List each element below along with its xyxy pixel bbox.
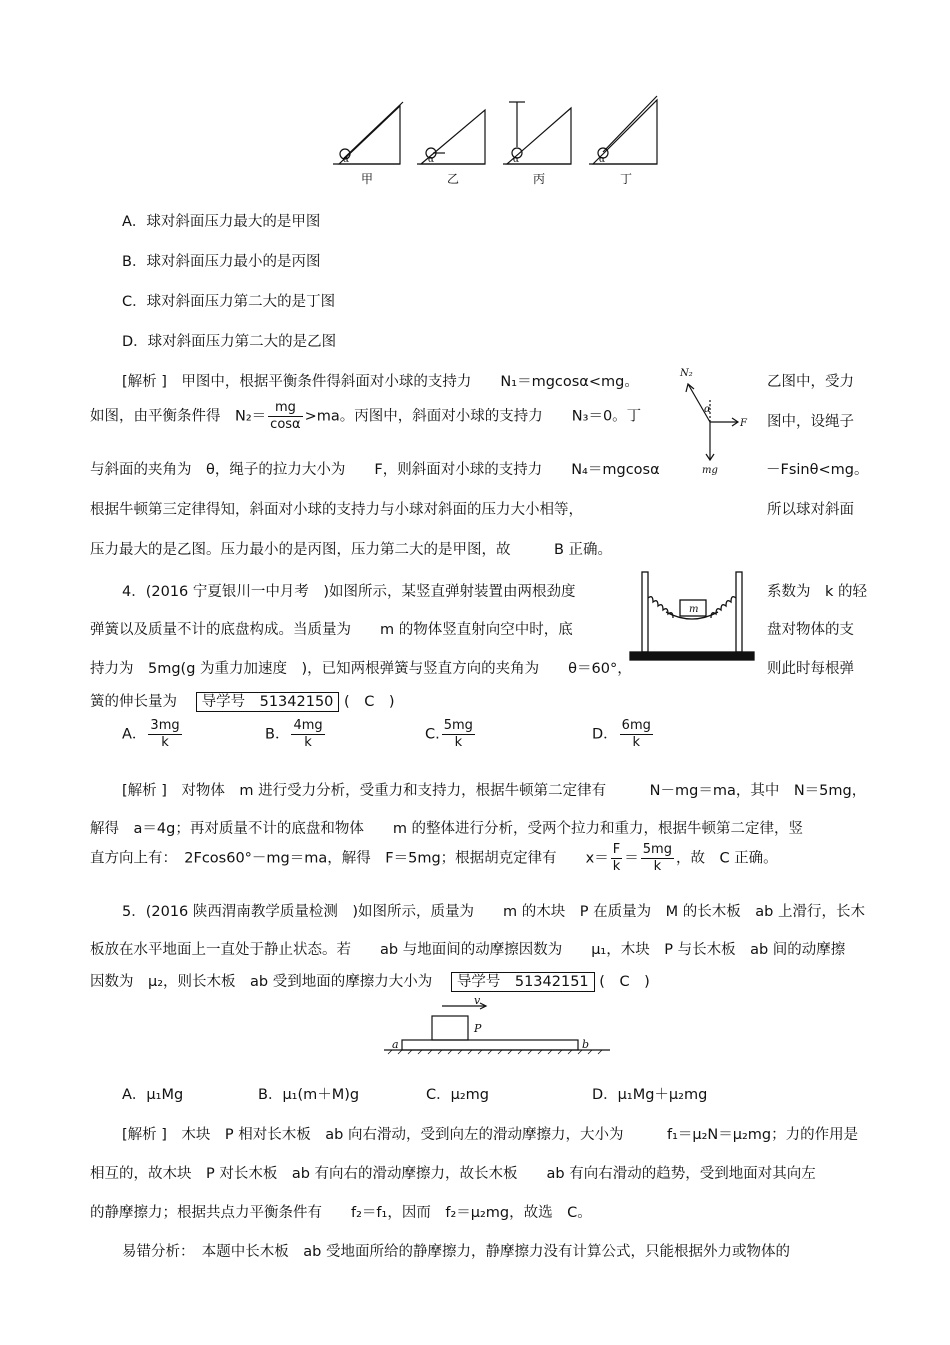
label-a: a bbox=[392, 1038, 399, 1051]
q4-line: 则此时每根弹 bbox=[767, 661, 854, 677]
q5-line: 因数为 μ₂，则长木板 ab 受到地面的摩擦力大小为 导学号 51342151 ( C ) bbox=[90, 974, 650, 990]
q4-option-a: A． $\frac{3mg}{k}$ bbox=[122, 718, 180, 750]
analysis-line: 所以球对斜面 bbox=[767, 502, 854, 518]
q5-line: 5．(2016 陕西渭南教学质量检测 )如图所示，质量为 m 的木块 P 在质量为 M 的长木板 ab 上滑行，长木 bbox=[122, 904, 865, 920]
q5-option-b: B．μ₁(m＋M)g bbox=[258, 1087, 360, 1103]
q4-line: 簧的伸长量为 导学号 51342150 ( C ) bbox=[90, 694, 395, 710]
q4-option-d: D． $\frac{6mg}{k}$ bbox=[592, 718, 651, 750]
label-alpha: α bbox=[704, 404, 711, 415]
fig-label-ding: 丁 bbox=[620, 172, 633, 186]
force-diagram bbox=[676, 362, 756, 477]
guide-number-box: 导学号 51342151 bbox=[451, 972, 595, 992]
analysis-line: 根据牛顿第三定律得知，斜面对小球的支持力与小球对斜面的压力大小相等， bbox=[90, 502, 583, 518]
analysis-line: 的静摩擦力；根据共点力平衡条件有 f₂＝f₁，因而 f₂＝μ₂mg，故选 C。 bbox=[90, 1205, 592, 1221]
spring-launcher-figure bbox=[628, 570, 756, 665]
alpha-label: α bbox=[343, 155, 350, 165]
option-c: C．球对斜面压力第二大的是丁图 bbox=[122, 294, 336, 310]
label-b: b bbox=[582, 1038, 590, 1051]
q4-line: 持力为 5mg(g 为重力加速度 )，已知两根弹簧与竖直方向的夹角为 θ＝60°， bbox=[90, 661, 632, 677]
q5-option-c: C．μ₂mg bbox=[426, 1087, 489, 1103]
label-n2: N₂ bbox=[680, 368, 693, 379]
fig-label-yi: 乙 bbox=[447, 172, 460, 186]
q5-option-d: D．μ₁Mg＋μ₂mg bbox=[592, 1087, 708, 1103]
q4-line: 系数为 k 的轻 bbox=[767, 584, 868, 600]
fraction-n2: $\frac{mg}{\cos\alpha}$ bbox=[270, 400, 301, 432]
analysis-line: [解析 ] 木块 P 相对长木板 ab 向右滑动，受到向左的滑动摩擦力，大小为 f₁＝μ₂N＝μ₂mg；力的作用是 bbox=[122, 1127, 859, 1143]
analysis-line: 与斜面的夹角为 θ，绳子的拉力大小为 F，则斜面对小球的支持力 N₄＝mgcosα bbox=[90, 462, 660, 478]
q5-line: 板放在水平地面上一直处于静止状态。若 ab 与地面间的动摩擦因数为 μ₁，木块 P 与长木板 ab 间的动摩擦 bbox=[90, 942, 846, 958]
q4-line: 4．(2016 宁夏银川一中月考 )如图所示，某竖直弹射装置由两根劲度 bbox=[122, 584, 576, 600]
analysis-line: [解析 ] 对物体 m 进行受力分析，受重力和支持力，根据牛顿第二定律有 N－mg＝ma，其中 N＝5mg， bbox=[122, 783, 867, 799]
fig-label-bing: 丙 bbox=[533, 172, 546, 186]
label-mg: mg bbox=[702, 465, 718, 476]
fig-label-jia: 甲 bbox=[361, 172, 374, 186]
q4-line: 弹簧以及质量不计的底盘构成。当质量为 m 的物体竖直射向空中时，底 bbox=[90, 622, 573, 638]
q4-line: 盘对物体的支 bbox=[767, 622, 854, 638]
answer: ( C ) bbox=[344, 694, 395, 710]
analysis-line: 图中，设绳子 bbox=[767, 414, 854, 430]
analysis-line: －Fsinθ<mg。 bbox=[766, 462, 869, 478]
analysis-line: 压力最大的是乙图。压力最小的是丙图，压力第二大的是甲图，故 B 正确。 bbox=[90, 542, 613, 558]
board-block-figure bbox=[382, 996, 614, 1060]
alpha-label: α bbox=[428, 155, 435, 165]
analysis-line: 易错分析： 本题中长木板 ab 受地面所给的静摩擦力，静摩擦力没有计算公式，只能根据外力或物体的 bbox=[122, 1244, 790, 1260]
incline-figure bbox=[325, 92, 675, 187]
guide-number-box: 导学号 51342150 bbox=[196, 692, 340, 712]
q4-option-c: C. $\frac{5mg}{k}$ bbox=[425, 718, 473, 750]
label-p: P bbox=[474, 1022, 482, 1035]
analysis-line: 直方向上有： 2Fcos60°－mg＝ma，解得 F＝5mg；根据胡克定律有 x＝ $\frac{F}{k}$ ＝ $\frac{5mg}{k}$ ，故 C 正确。 bbox=[90, 842, 778, 874]
analysis-line: 解得 a＝4g；再对质量不计的底盘和物体 m 的整体进行分析，受两个拉力和重力，根据牛顿第二定律，竖 bbox=[90, 821, 804, 837]
label-v: v bbox=[474, 996, 481, 1007]
analysis-line: 乙图中，受力 bbox=[767, 374, 854, 390]
alpha-label: α bbox=[599, 155, 606, 165]
q5-option-a: A．μ₁Mg bbox=[122, 1087, 184, 1103]
option-d: D．球对斜面压力第二大的是乙图 bbox=[122, 334, 337, 350]
analysis-line: 相互的，故木块 P 对长木板 ab 有向右的滑动摩擦力，故长木板 ab 有向右滑动的趋势，受到地面对其向左 bbox=[90, 1166, 816, 1182]
alpha-label: α bbox=[513, 155, 520, 165]
option-a: A．球对斜面压力最大的是甲图 bbox=[122, 214, 321, 230]
analysis-line: [解析 ] 甲图中，根据平衡条件得斜面对小球的支持力 N₁＝mgcosα<mg。 bbox=[122, 374, 639, 390]
mass-label: m bbox=[689, 604, 699, 615]
analysis-line: 如图，由平衡条件得 N₂＝ $\frac{mg}{\cos\alpha}$ >ma。丙图中，斜面对小球的支持力 N₃＝0。丁 bbox=[90, 400, 642, 432]
q4-option-b: B． $\frac{4mg}{k}$ bbox=[265, 718, 323, 750]
option-b: B．球对斜面压力最小的是丙图 bbox=[122, 254, 321, 270]
answer: ( C ) bbox=[599, 974, 650, 990]
label-f: F bbox=[740, 418, 747, 429]
